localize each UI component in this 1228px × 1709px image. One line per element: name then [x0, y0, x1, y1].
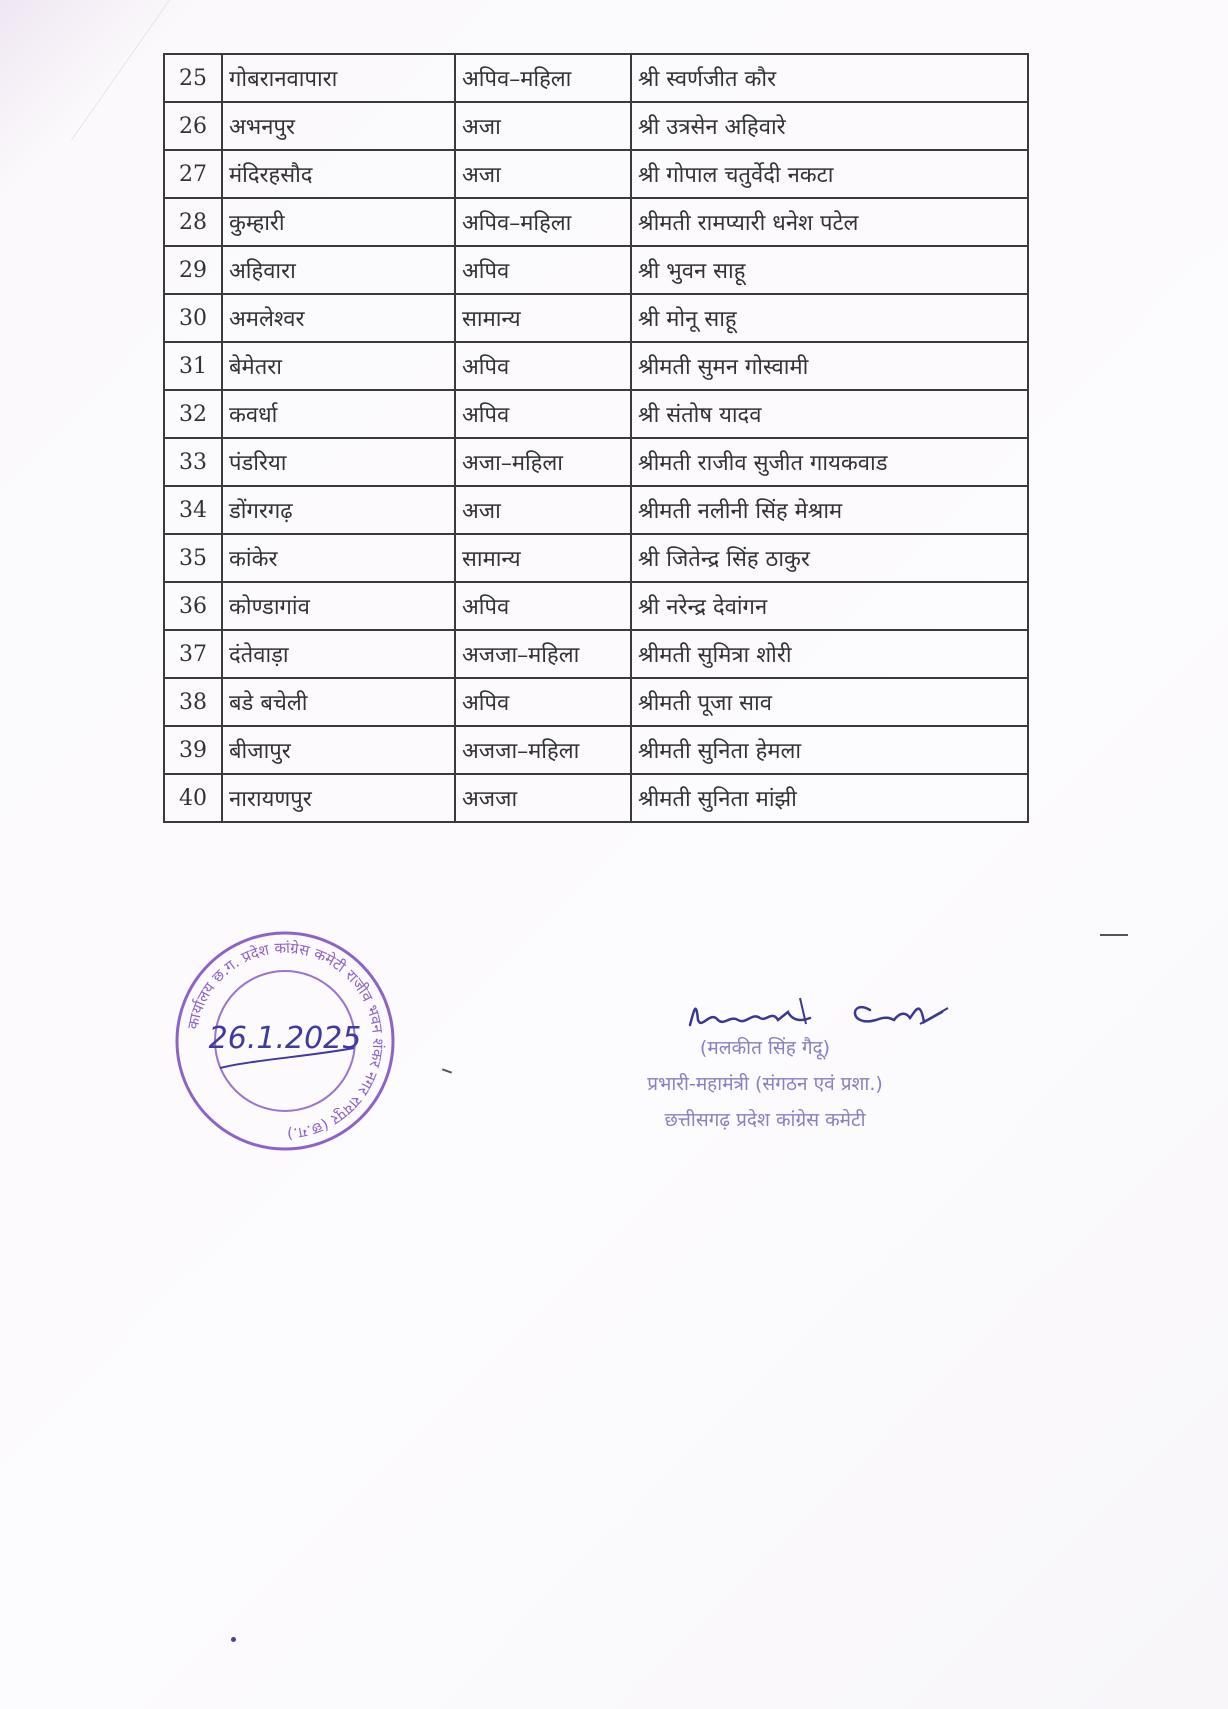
place-cell: पंडरिया — [222, 438, 455, 486]
table-row — [164, 630, 1028, 678]
category-cell: अपिव–महिला — [455, 54, 631, 102]
member-name-cell: श्री गोपाल चतुर्वेदी नकटा — [631, 150, 1028, 198]
member-table — [163, 53, 1029, 823]
member-name-cell: श्री उत्रसेन अहिवारे — [631, 102, 1028, 150]
place-cell: मंदिरहसौद — [222, 150, 455, 198]
signatory-designation: प्रभारी-महामंत्री (संगठन एवं प्रशा.) — [647, 1073, 883, 1095]
table-row — [164, 198, 1028, 246]
table-row — [164, 438, 1028, 486]
serial-number-cell: 26 — [164, 102, 222, 150]
category-cell: अजा–महिला — [455, 438, 631, 486]
table-row — [164, 486, 1028, 534]
serial-number-cell: 35 — [164, 534, 222, 582]
signatory-name: (मलकीत सिंह गैदू) — [699, 1037, 831, 1059]
serial-number-cell: 29 — [164, 246, 222, 294]
serial-number-cell: 38 — [164, 678, 222, 726]
serial-number-cell: 34 — [164, 486, 222, 534]
member-name-cell: श्री जितेन्द्र सिंह ठाकुर — [631, 534, 1028, 582]
margin-mark — [1100, 934, 1128, 936]
serial-number-cell: 30 — [164, 294, 222, 342]
member-name-cell: श्री मोनू साहू — [631, 294, 1028, 342]
place-cell: अभनपुर — [222, 102, 455, 150]
table-row — [164, 102, 1028, 150]
place-cell: कुम्हारी — [222, 198, 455, 246]
category-cell: अपिव — [455, 246, 631, 294]
place-cell: दंतेवाड़ा — [222, 630, 455, 678]
place-cell: अहिवारा — [222, 246, 455, 294]
member-name-cell: श्रीमती पूजा साव — [631, 678, 1028, 726]
place-cell: अमलेश्वर — [222, 294, 455, 342]
serial-number-cell: 27 — [164, 150, 222, 198]
category-cell: अजा — [455, 486, 631, 534]
place-cell: बेमेतरा — [222, 342, 455, 390]
place-cell: कांकेर — [222, 534, 455, 582]
place-cell: नारायणपुर — [222, 774, 455, 822]
category-cell: अजजा–महिला — [455, 630, 631, 678]
office-seal-stamp — [172, 928, 398, 1154]
category-cell: सामान्य — [455, 534, 631, 582]
place-cell: गोबरानवापारा — [222, 54, 455, 102]
member-name-cell: श्रीमती रामप्यारी धनेश पटेल — [631, 198, 1028, 246]
serial-number-cell: 32 — [164, 390, 222, 438]
table-row — [164, 390, 1028, 438]
table-row — [164, 246, 1028, 294]
member-name-cell: श्री नरेन्द्र देवांगन — [631, 582, 1028, 630]
member-name-cell: श्रीमती सुमित्रा शोरी — [631, 630, 1028, 678]
serial-number-cell: 33 — [164, 438, 222, 486]
member-name-cell: श्री संतोष यादव — [631, 390, 1028, 438]
category-cell: अपिव — [455, 390, 631, 438]
member-name-cell: श्रीमती सुमन गोस्वामी — [631, 342, 1028, 390]
serial-number-cell: 28 — [164, 198, 222, 246]
serial-number-cell: 36 — [164, 582, 222, 630]
table-row — [164, 678, 1028, 726]
signatory-block — [600, 1030, 930, 1138]
category-cell: अपिव — [455, 342, 631, 390]
table-row — [164, 582, 1028, 630]
serial-number-cell: 40 — [164, 774, 222, 822]
member-name-cell: श्रीमती सुनिता हेमला — [631, 726, 1028, 774]
place-cell: डोंगरगढ़ — [222, 486, 455, 534]
table-row — [164, 774, 1028, 822]
place-cell: बडे बचेली — [222, 678, 455, 726]
table-row — [164, 294, 1028, 342]
seal-date: 26.1.2025 — [208, 1021, 362, 1056]
place-cell: कवर्धा — [222, 390, 455, 438]
table-row — [164, 150, 1028, 198]
member-name-cell: श्रीमती नलीनी सिंह मेश्राम — [631, 486, 1028, 534]
category-cell: अजजा–महिला — [455, 726, 631, 774]
ink-speck — [231, 1637, 236, 1642]
signatory-organization: छत्तीसगढ़ प्रदेश कांग्रेस कमेटी — [664, 1109, 866, 1131]
category-cell: सामान्य — [455, 294, 631, 342]
table-row — [164, 54, 1028, 102]
member-name-cell: श्रीमती सुनिता मांझी — [631, 774, 1028, 822]
table-row — [164, 342, 1028, 390]
member-name-cell: श्रीमती राजीव सुजीत गायकवाड — [631, 438, 1028, 486]
category-cell: अपिव–महिला — [455, 198, 631, 246]
table-row — [164, 726, 1028, 774]
table-row — [164, 534, 1028, 582]
place-cell: बीजापुर — [222, 726, 455, 774]
member-name-cell: श्री स्वर्णजीत कौर — [631, 54, 1028, 102]
serial-number-cell: 25 — [164, 54, 222, 102]
category-cell: अपिव — [455, 582, 631, 630]
place-cell: कोण्डागांव — [222, 582, 455, 630]
category-cell: अजा — [455, 150, 631, 198]
serial-number-cell: 37 — [164, 630, 222, 678]
member-name-cell: श्री भुवन साहू — [631, 246, 1028, 294]
seal-ring-text: कार्यालय छ.ग. प्रदेश कांग्रेस कमेटी राजीव भवन शंकर नगर रायपुर (छ.ग.) — [183, 938, 388, 1144]
category-cell: अपिव — [455, 678, 631, 726]
serial-number-cell: 31 — [164, 342, 222, 390]
serial-number-cell: 39 — [164, 726, 222, 774]
category-cell: अजा — [455, 102, 631, 150]
category-cell: अजजा — [455, 774, 631, 822]
